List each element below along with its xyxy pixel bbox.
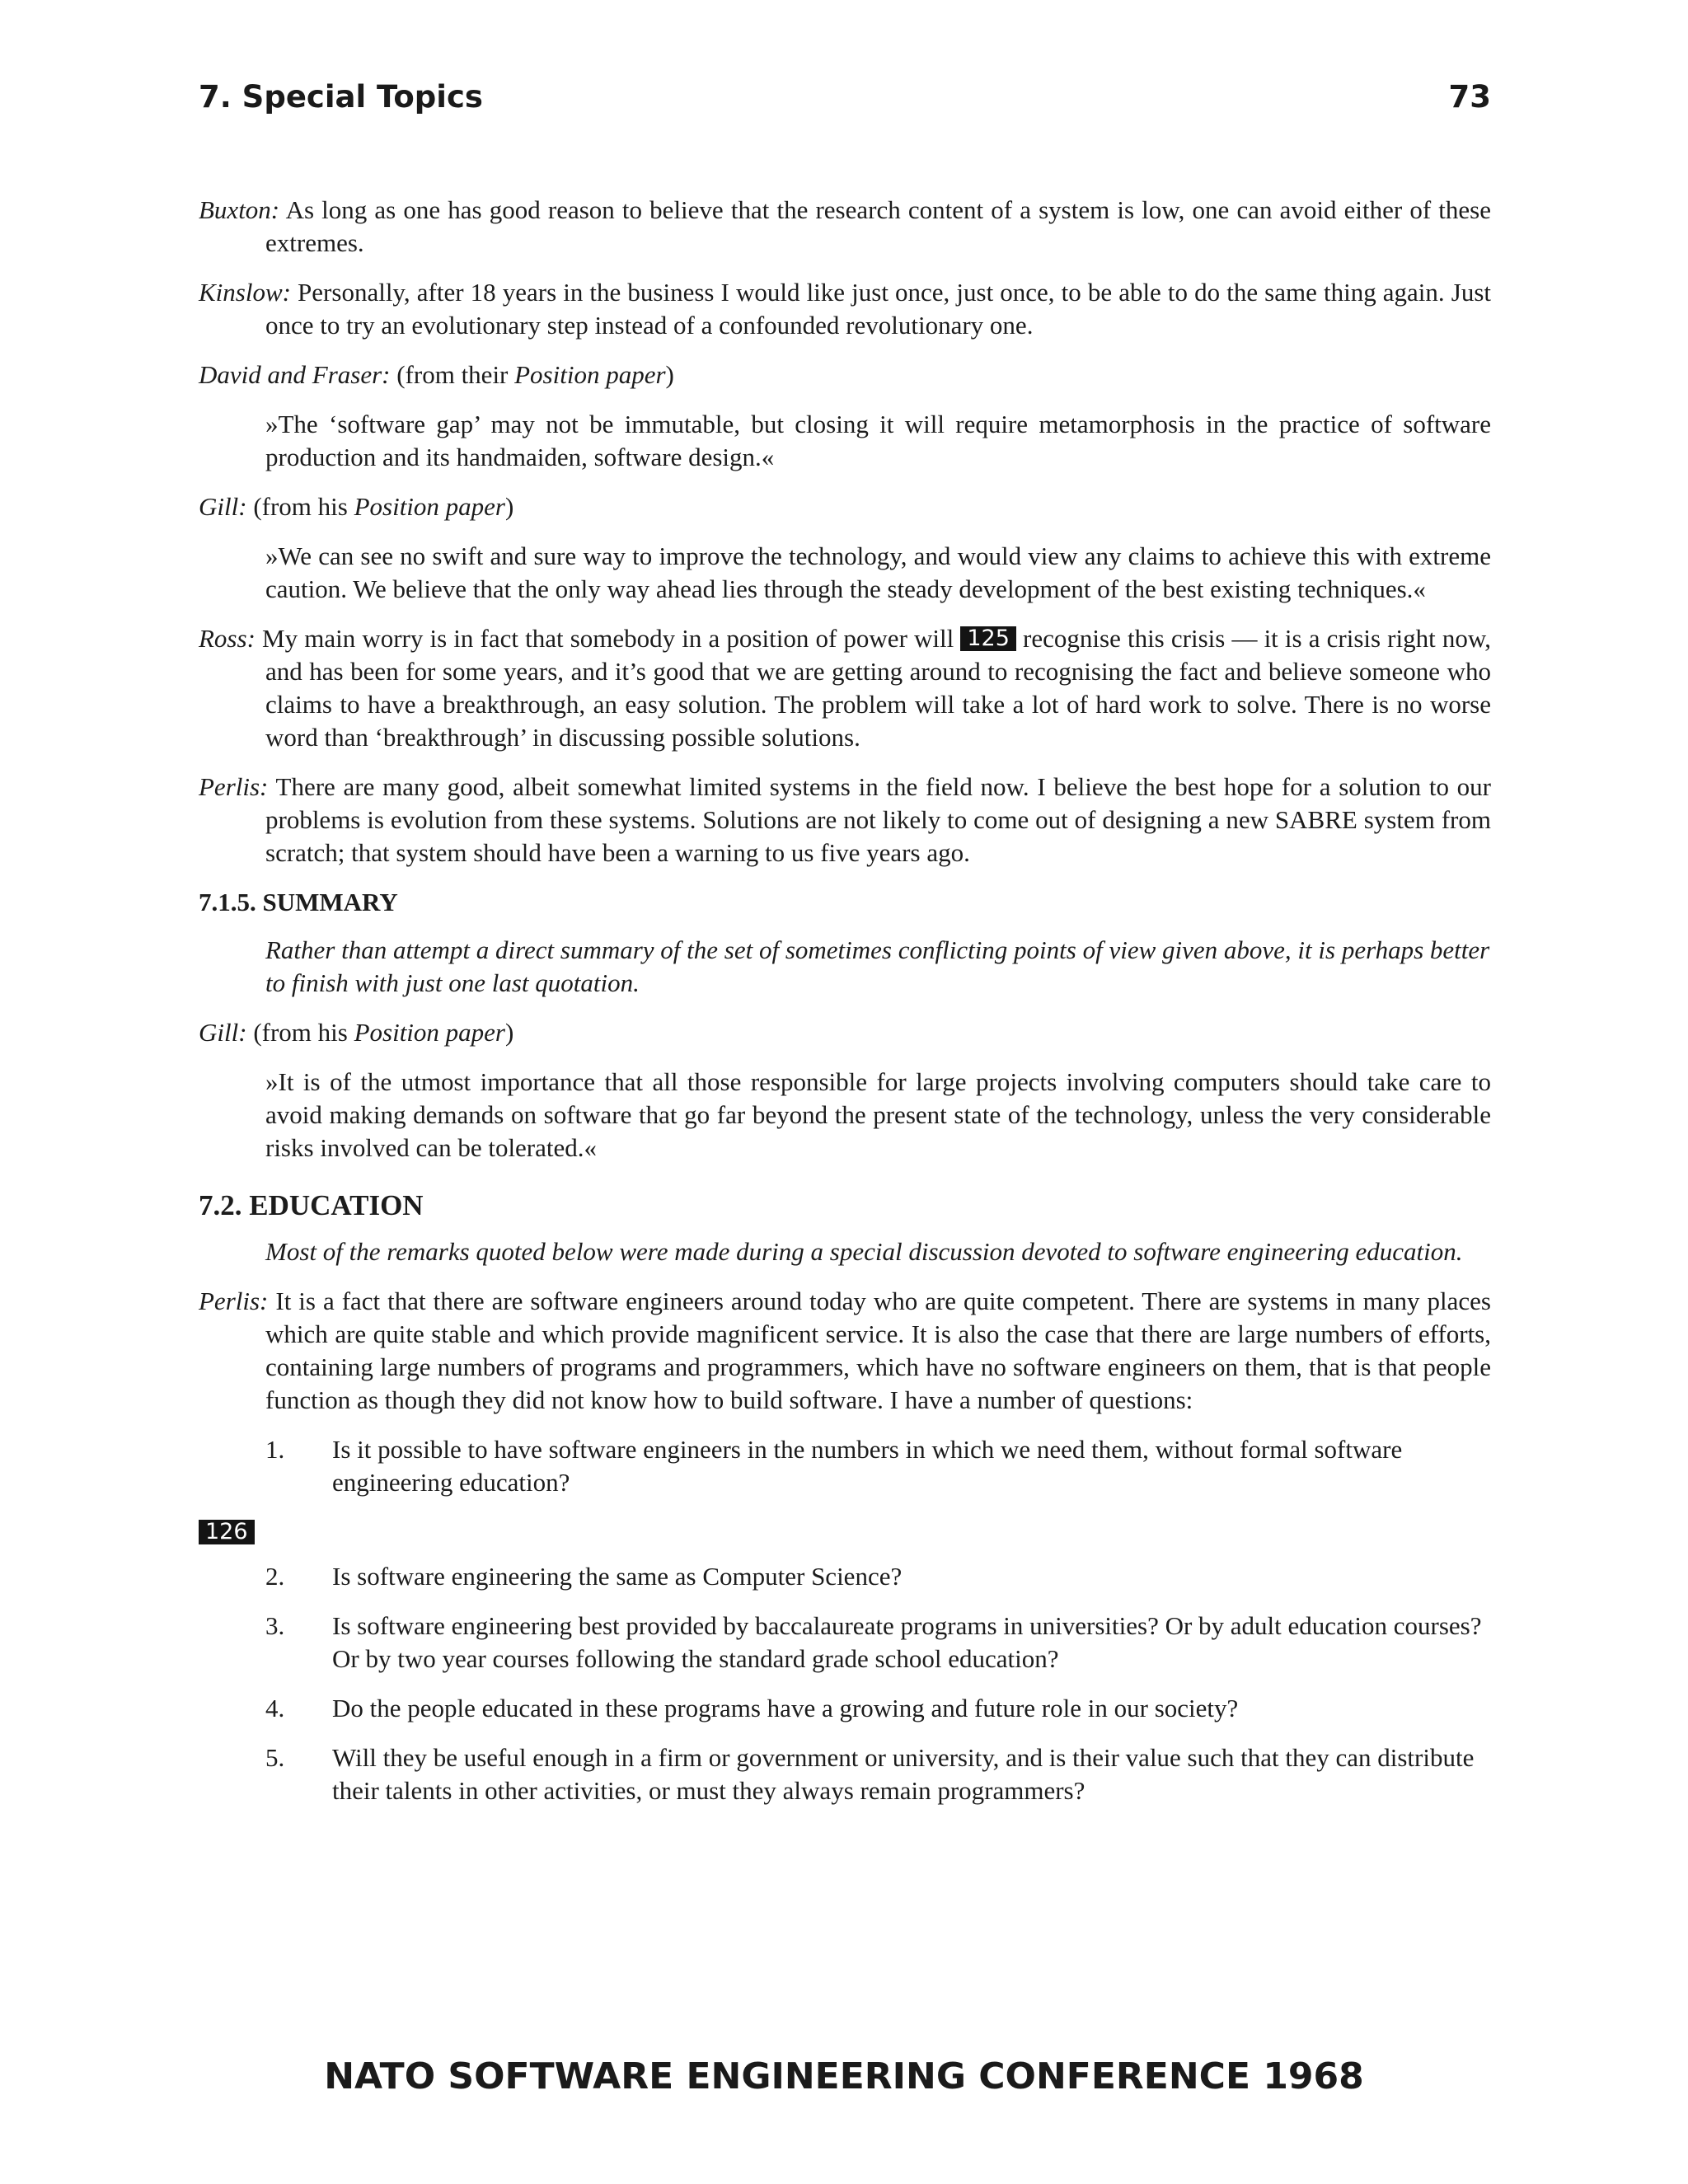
source-title: Position paper — [354, 492, 505, 521]
section-heading-education: 7.2. EDUCATION — [199, 1189, 424, 1221]
quote-david-fraser: »The ‘software gap’ may not be immutable, but closing it will require metamorphosis in the practice of software production and its handmaiden, software design.« — [265, 410, 1491, 471]
editorial-note: Rather than attempt a direct summary of the set of sometimes conflicting points of view given above, it is perhaps better to finish with just one last quotation. — [265, 935, 1490, 997]
speaker-name: Perlis: — [199, 772, 269, 801]
list-item — [199, 1610, 1491, 1675]
original-page-marker: 125 — [960, 626, 1016, 651]
quote-gill: »We can see no swift and sure way to improve the technology, and would view any claims to achieve this with extreme caution. We believe that the only way ahead lies through the steady development of the best existing techniques.« — [265, 541, 1491, 603]
statement-kinslow — [199, 276, 1491, 342]
list-text: Will they be useful enough in a firm or government or university, and is their value such that they can distribute their talents in other activities, or must they always remain programmers? — [332, 1743, 1475, 1805]
list-item — [199, 1433, 1491, 1499]
statement-perlis — [199, 771, 1491, 869]
original-page-marker: 126 — [199, 1520, 255, 1544]
running-head — [199, 79, 1491, 125]
page-footer: NATO SOFTWARE ENGINEERING CONFERENCE 1968 — [324, 2055, 1364, 2097]
list-item — [199, 1692, 1491, 1725]
page-body — [199, 194, 1491, 1824]
source-david-fraser: David and Fraser: (from their Position paper) — [199, 360, 674, 389]
section-heading-summary: 7.1.5. SUMMARY — [199, 888, 398, 916]
page-number: 73 — [1448, 79, 1491, 115]
speaker-name: Gill: — [199, 1018, 247, 1047]
statement-text: It is a fact that there are software engineers around today who are quite competent. There are systems in many places which are quite stable and which provide magnificent service. It is also the case that there are large numbers of efforts, containing large numbers of programs and programmers, which have no software engineers on them, that is that people function as though they did not know how to build software. I have a number of questions: — [265, 1286, 1491, 1414]
editorial-note: Most of the remarks quoted below were made during a special discussion devoted to software engineering education. — [265, 1237, 1463, 1266]
list-text: Is software engineering the same as Computer Science? — [332, 1562, 903, 1591]
statement-text: There are many good, albeit somewhat limited systems in the field now. I believe the best hope for a solution to our problems is evolution from these systems. Solutions are not likely to come out of designing a new SABRE system from scratch; that system should have been a warning to us five years ago. — [265, 772, 1491, 867]
speaker-name: Gill: — [199, 492, 247, 521]
speaker-name: David and Fraser: — [199, 360, 391, 389]
statement-text: As long as one has good reason to believe that the research content of a system is low, one can avoid either of these extremes. — [265, 195, 1491, 257]
list-item — [199, 1741, 1491, 1807]
speaker-name: Ross: — [199, 624, 256, 653]
statement-buxton — [199, 194, 1491, 260]
statement-perlis-education — [199, 1285, 1491, 1417]
page-marker-row — [199, 1516, 1491, 1544]
source-gill: Gill: (from his Position paper) — [199, 492, 514, 521]
list-number: 4. — [265, 1694, 285, 1722]
list-text: Is software engineering best provided by baccalaureate programs in universities? Or by adult education courses? Or by two year courses following the standard grade school education? — [332, 1611, 1482, 1673]
list-number: 2. — [265, 1562, 285, 1591]
speaker-name: Kinslow: — [199, 278, 291, 307]
list-number: 1. — [265, 1435, 285, 1464]
list-text: Do the people educated in these programs have a growing and future role in our society? — [332, 1694, 1239, 1722]
quote-gill-summary: »It is of the utmost importance that all those responsible for large projects involving computers should take care to avoid making demands on software that go far beyond the present state of the technology, unless the very considerable risks involved can be tolerated.« — [265, 1067, 1491, 1162]
statement-text: Personally, after 18 years in the business I would like just once, just once, to be able to do the same thing again. Just once to try an evolutionary step instead of a confounded revolutionary one. — [265, 278, 1491, 340]
statement-ross: Ross: My main worry is in fact that somebody in a position of power will 125 recognise this crisis — it is a crisis right now, and has been for some years, and it’s good that we are getting around to recognising the fact and believe someone who claims to have a breakthrough, an easy solution. The problem will take a lot of hard work to solve. There is no worse word than ‘breakthrough’ in discussing possible solutions. — [199, 624, 1491, 752]
list-number: 3. — [265, 1611, 285, 1640]
list-text: Is it possible to have software engineers in the numbers in which we need them, without formal software engineering education? — [332, 1435, 1403, 1497]
list-item — [199, 1560, 1491, 1593]
source-title: Position paper — [514, 360, 666, 389]
speaker-name: Perlis: — [199, 1286, 269, 1315]
list-number: 5. — [265, 1743, 285, 1772]
source-title: Position paper — [354, 1018, 505, 1047]
source-gill-summary: Gill: (from his Position paper) — [199, 1018, 514, 1047]
chapter-title: 7. Special Topics — [199, 79, 483, 115]
speaker-name: Buxton: — [199, 195, 280, 224]
